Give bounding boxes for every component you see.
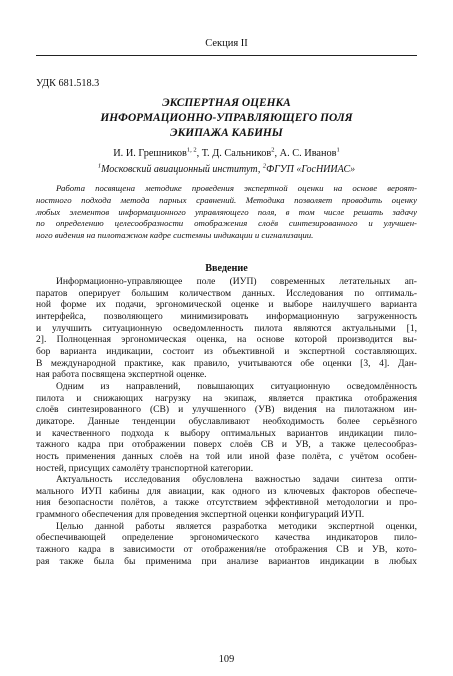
title-line: ЭКИПАЖА КАБИНЫ [170,127,283,139]
section-title: Введение [205,263,248,274]
body-line: мального ИУП кабины для авиации, как одного из ключевых факторов обеспече- [36,485,417,497]
body-line: ная работа посвящена экспертной оценке. [36,369,207,381]
body-line: Актуальность исследования обусловлена важностью задачи синтеза опти- [56,474,417,486]
author-separator: , [274,148,280,159]
author-affiliation-mark: 1 [336,146,340,154]
affiliation-name: ФГУП «ГосНИИАС» [266,164,356,175]
author-affiliation-mark: 1, 2 [186,146,197,154]
body-line: пилота и снижающих нагрузку на экипаж, является практика отображения [36,392,417,404]
body-line: и улучшить ситуационную осведомленность пилота являются актуальными [1, [36,322,417,334]
body-line: Одним из направлений, повышающих ситуационную осведомлённость [56,380,417,392]
body-line: тажного кадра в зависимости от отображения/не отображения СВ и УВ, кото- [36,544,417,556]
affiliation-mark: 1 [97,162,102,170]
body-line: рая также была бы применима при анализе вариантов индикации в любых [36,555,417,567]
body-line: ность применения данных слоёв на той или иной фазе полёта, с учётом особен- [36,450,417,462]
abstract-line: Работа посвящена методике проведения экспертной оценки на основе вероят- [56,183,417,193]
affiliation-name: Московский авиационный институт [101,164,258,175]
header-rule [36,55,417,56]
title-line: ИНФОРМАЦИОННО-УПРАВЛЯЮЩЕГО ПОЛЯ [100,112,353,124]
abstract-line: ного видения на пилотажном кадре системны индикации и сигнализации. [36,230,314,241]
body-line: ностей, присущих самолёту транспортной категории. [36,462,254,474]
affiliation-mark: 2 [262,162,267,170]
body-line: обеспечивающей определение эргономического качества индикаторов пило- [36,532,417,544]
abstract-line: по определению целесообразности отображения слоёв синтезированного и улучшен- [36,218,417,229]
body-line: бор варианта индикации, состоит из объективной и экспертной составляющих. [36,345,417,357]
body-line: ния безопасности полётов, а также отсутствием эффективной методологии и про- [36,497,417,509]
abstract-line: ностного подхода метода парных сравнений. Методика позволяет проводить оценку [36,194,417,205]
body-text [36,276,417,567]
page-number: 109 [218,654,235,665]
author-list [36,148,417,159]
article-title [36,96,417,141]
author-name: А. С. Иванов [279,148,337,159]
udc-code: УДК 681.518.3 [36,78,100,89]
author-name: Т. Д. Сальников [201,148,272,159]
author-separator: , [196,148,202,159]
abstract [36,183,417,242]
body-line: тажного кадра при отображении поверх слоёв СВ и УВ, а также целесообраз- [36,439,417,451]
running-head: Секция II [205,38,248,49]
body-line: паратов оперирует большим количеством данных. Исследования по оптималь- [36,287,417,299]
body-line: интерфейса, позволяющего минимизировать информационную загруженность [36,310,417,322]
body-line: В международной практике, как правило, учитываются обе оценки [3, 4]. Дан- [36,357,417,369]
body-line: граммного обеспечения для проведения экспертной оценки конфигураций ИУП. [36,509,365,521]
body-line: ной форме их подачи, эргономической оценке и выборе наилучшего варианта [36,299,417,311]
body-line: и качественного подхода к выбору оптимальных вариантов индикации пило- [36,427,417,439]
author-affiliation-mark: 2 [271,146,275,154]
affiliation-separator: , [257,164,263,175]
author-name: И. И. Грешников [113,148,187,159]
body-line: Целью данной работы является разработка методики экспертной оценки, [56,520,417,532]
body-line: дикаторе. Данные тенденции обуславливают необходимость более серьёзного [36,415,417,427]
body-line: слоёв синтезированного (СВ) и улучшенного (УВ) видения на пилотажном ин- [36,404,417,416]
body-line: Информационно-управляющее поле (ИУП) современных летательных ап- [56,276,417,287]
body-line: 2]. Полноценная эргономическая оценка, на основе которой производится вы- [36,334,417,346]
title-line: ЭКСПЕРТНАЯ ОЦЕНКА [162,97,291,109]
abstract-line: любых элементов информационного управляющего поля, в том числе решать задачу [36,206,417,217]
affiliation-list [36,164,417,175]
